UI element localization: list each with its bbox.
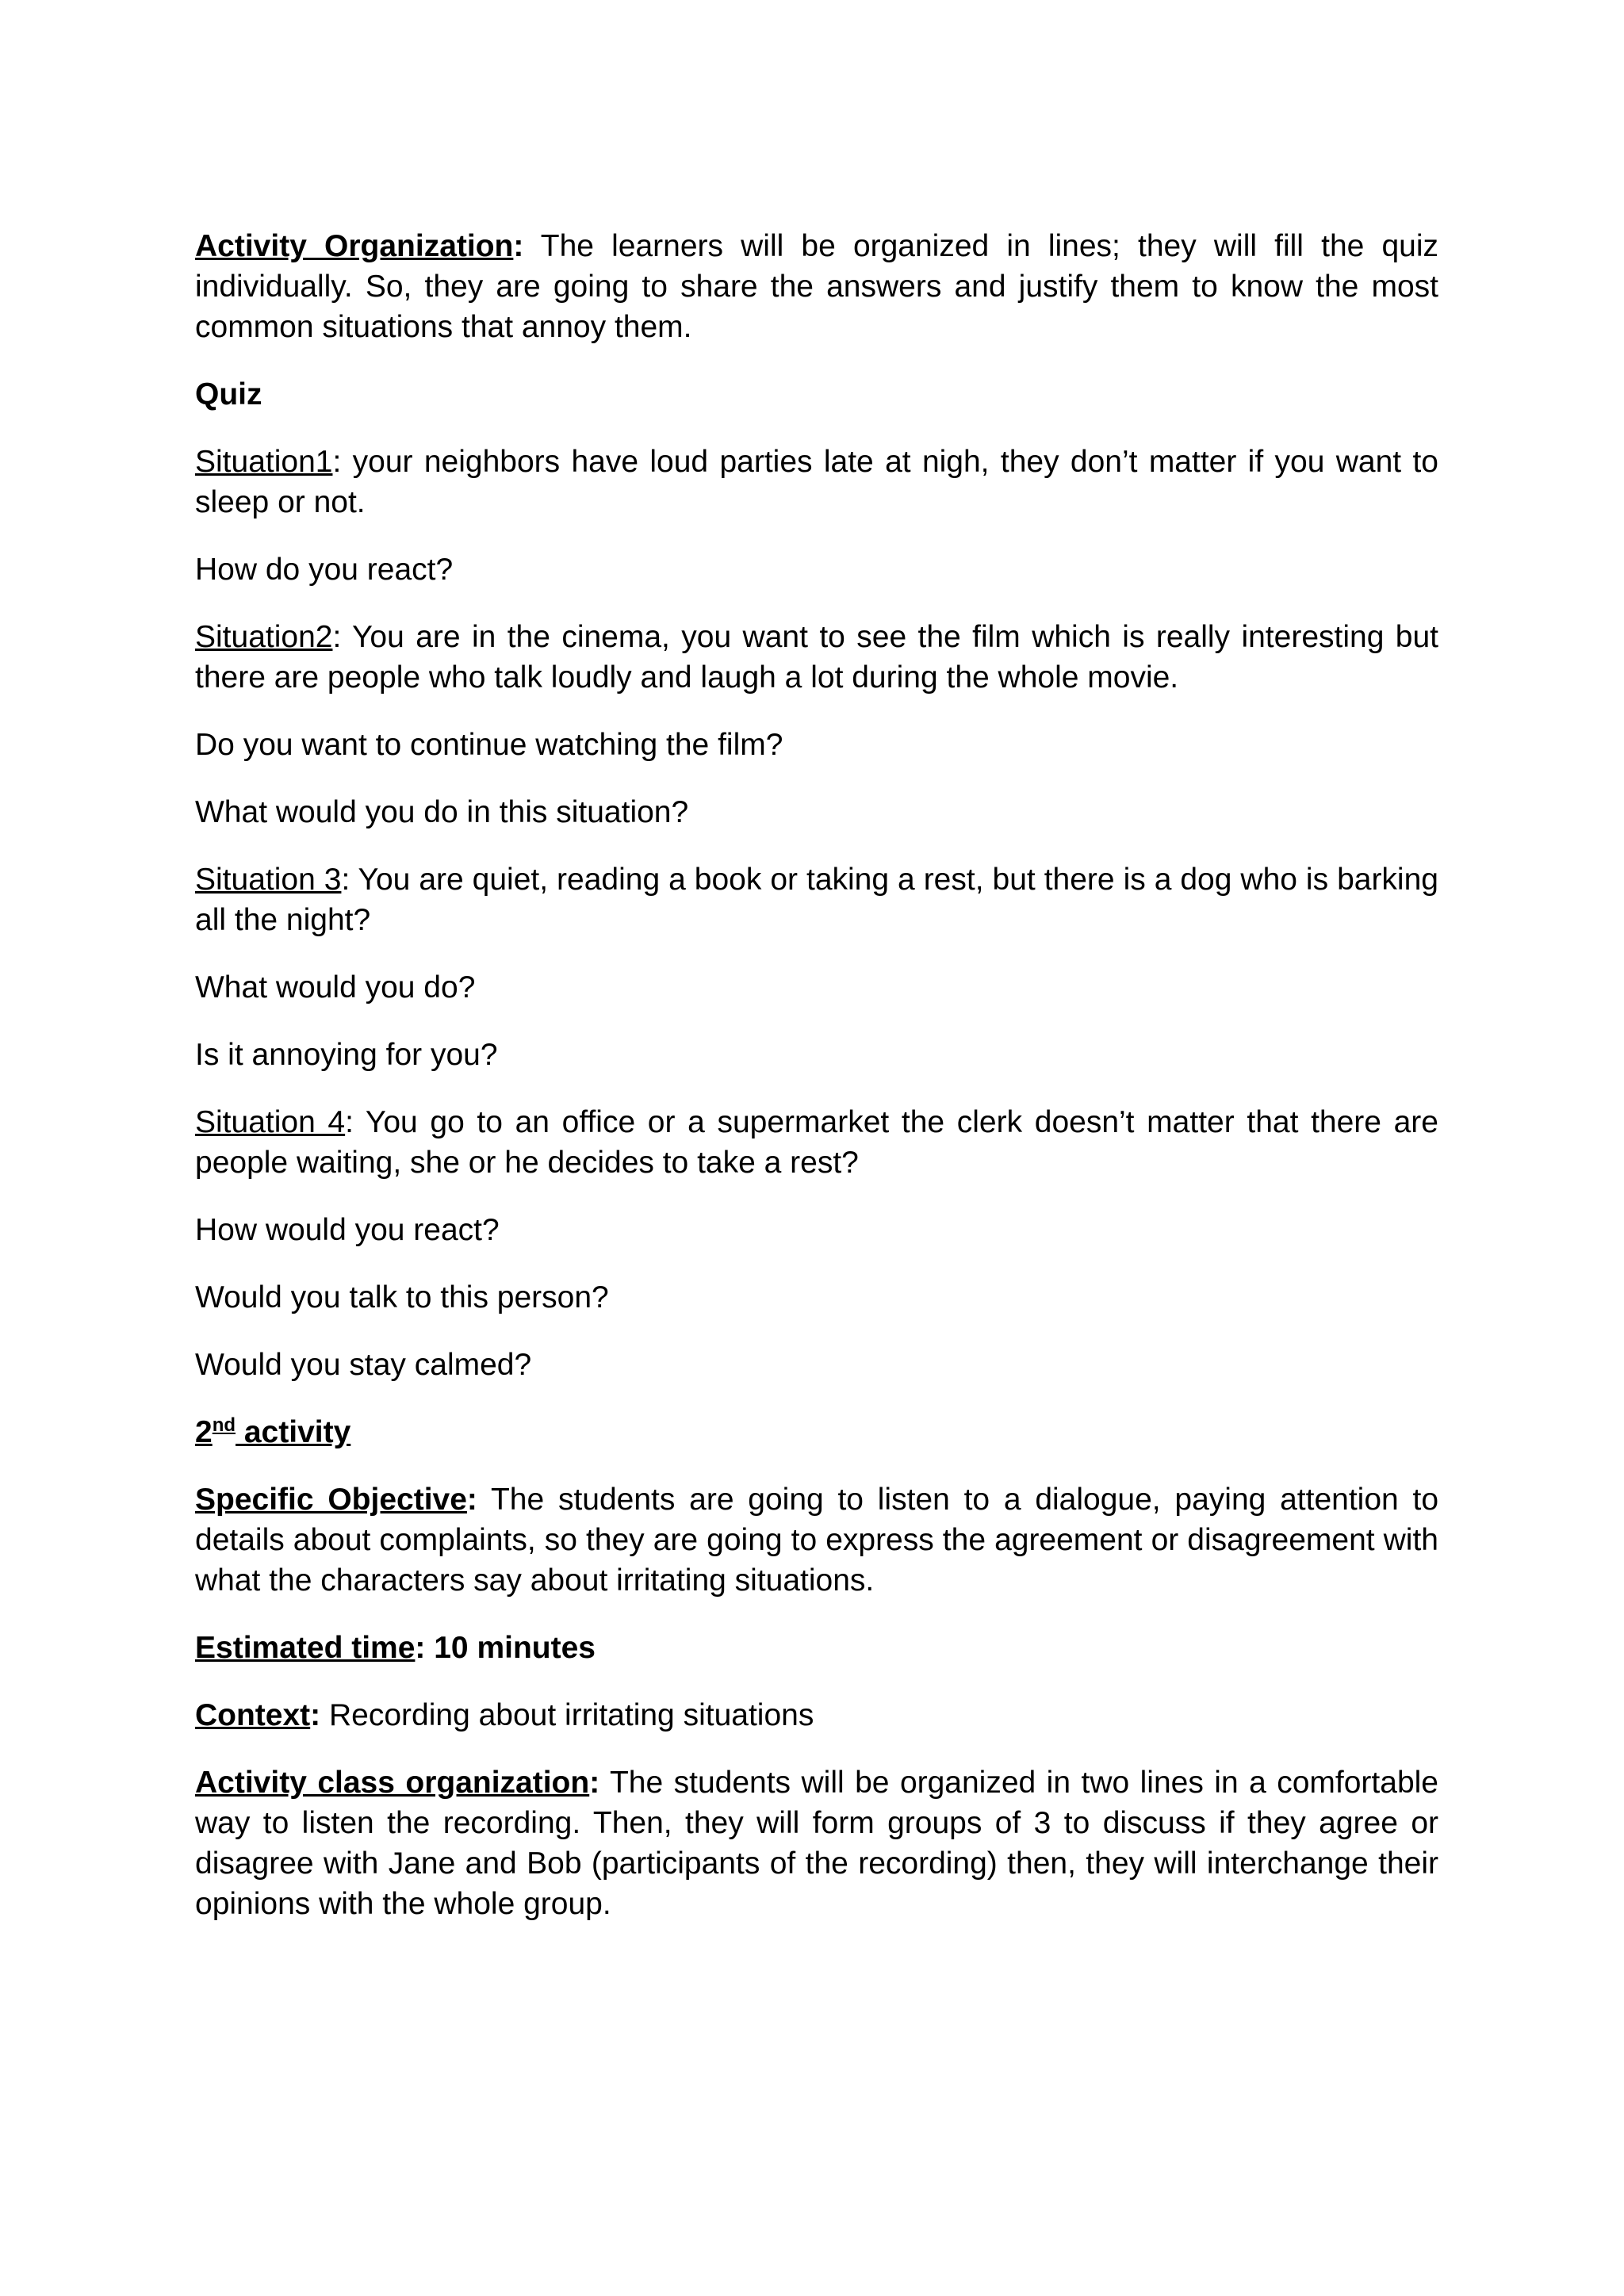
estimated-time-value: : 10 minutes	[415, 1631, 596, 1665]
situation3-label: Situation 3	[195, 863, 342, 897]
context-colon: :	[310, 1698, 321, 1732]
specific-objective-colon: :	[466, 1483, 477, 1517]
quiz-heading-text: Quiz	[195, 377, 262, 411]
estimated-time-paragraph	[195, 1628, 1438, 1668]
second-activity-suffix: nd	[212, 1414, 236, 1436]
context-text: Recording about irritating situations	[320, 1698, 814, 1732]
question-4b: Would you talk to this person?	[195, 1280, 609, 1314]
activity-class-organization-label: Activity class organization	[195, 1766, 590, 1800]
activity-class-organization-colon: :	[589, 1766, 600, 1800]
context-paragraph	[195, 1695, 1438, 1735]
specific-objective-paragraph	[195, 1479, 1438, 1601]
situation4-paragraph	[195, 1102, 1438, 1183]
activity-class-organization-paragraph	[195, 1762, 1438, 1924]
second-activity-heading	[195, 1412, 1438, 1452]
specific-objective-text: The students are going to listen to a dialogue, paying attention to details about complaints, so they are going to express the agreement or disagreement with what the characters say about irritating situations.	[195, 1483, 1439, 1598]
estimated-time-label: Estimated time	[195, 1631, 416, 1665]
activity-organization-label: Activity Organization	[195, 229, 514, 263]
question-1: How do you react?	[195, 553, 454, 587]
question-3a: What would you do?	[195, 970, 476, 1004]
activity-class-organization-text: The students will be organized in two lines in a comfortable way to listen the recording. Then, they will form groups of 3 to discuss if they agree or disagree with Jane and Bob (participants of the recording) then, they will interchange their opinions with the whole group.	[195, 1766, 1438, 1921]
document-page	[195, 226, 1438, 1951]
situation2-paragraph	[195, 617, 1438, 698]
situation1-paragraph	[195, 442, 1438, 522]
second-activity-word: activity	[236, 1415, 351, 1449]
second-activity-number: 2	[195, 1415, 213, 1449]
question-2b: What would you do in this situation?	[195, 795, 689, 829]
question-4c: Would you stay calmed?	[195, 1348, 532, 1382]
specific-objective-label: Specific Objective	[195, 1483, 467, 1517]
context-label: Context	[195, 1698, 311, 1732]
activity-organization-colon: :	[513, 229, 524, 263]
activity-organization-paragraph	[195, 226, 1438, 347]
situation3-paragraph	[195, 859, 1438, 940]
situation4-text: : You go to an office or a supermarket the clerk doesn’t matter that there are people waiting, she or he decides to take a rest?	[195, 1105, 1438, 1180]
situation2-label: Situation2	[195, 620, 333, 654]
situation1-label: Situation1	[195, 445, 333, 479]
quiz-heading	[195, 374, 1438, 415]
activity-organization-text: The learners will be organized in lines; they will fill the quiz individually. So, they are going to share the answers and justify them to know the most common situations that annoy them.	[195, 229, 1438, 344]
situation4-label: Situation 4	[195, 1105, 346, 1139]
situation3-text: : You are quiet, reading a book or taking a rest, but there is a dog who is barking all the night?	[195, 863, 1438, 937]
question-2a: Do you want to continue watching the film?	[195, 728, 783, 762]
situation1-text: : your neighbors have loud parties late at nigh, they don’t matter if you want to sleep or not.	[195, 445, 1438, 519]
question-4a: How would you react?	[195, 1213, 500, 1247]
question-3b: Is it annoying for you?	[195, 1038, 498, 1072]
situation2-text: : You are in the cinema, you want to see the film which is really interesting but there are people who talk loudly and laugh a lot during the whole movie.	[195, 620, 1438, 695]
